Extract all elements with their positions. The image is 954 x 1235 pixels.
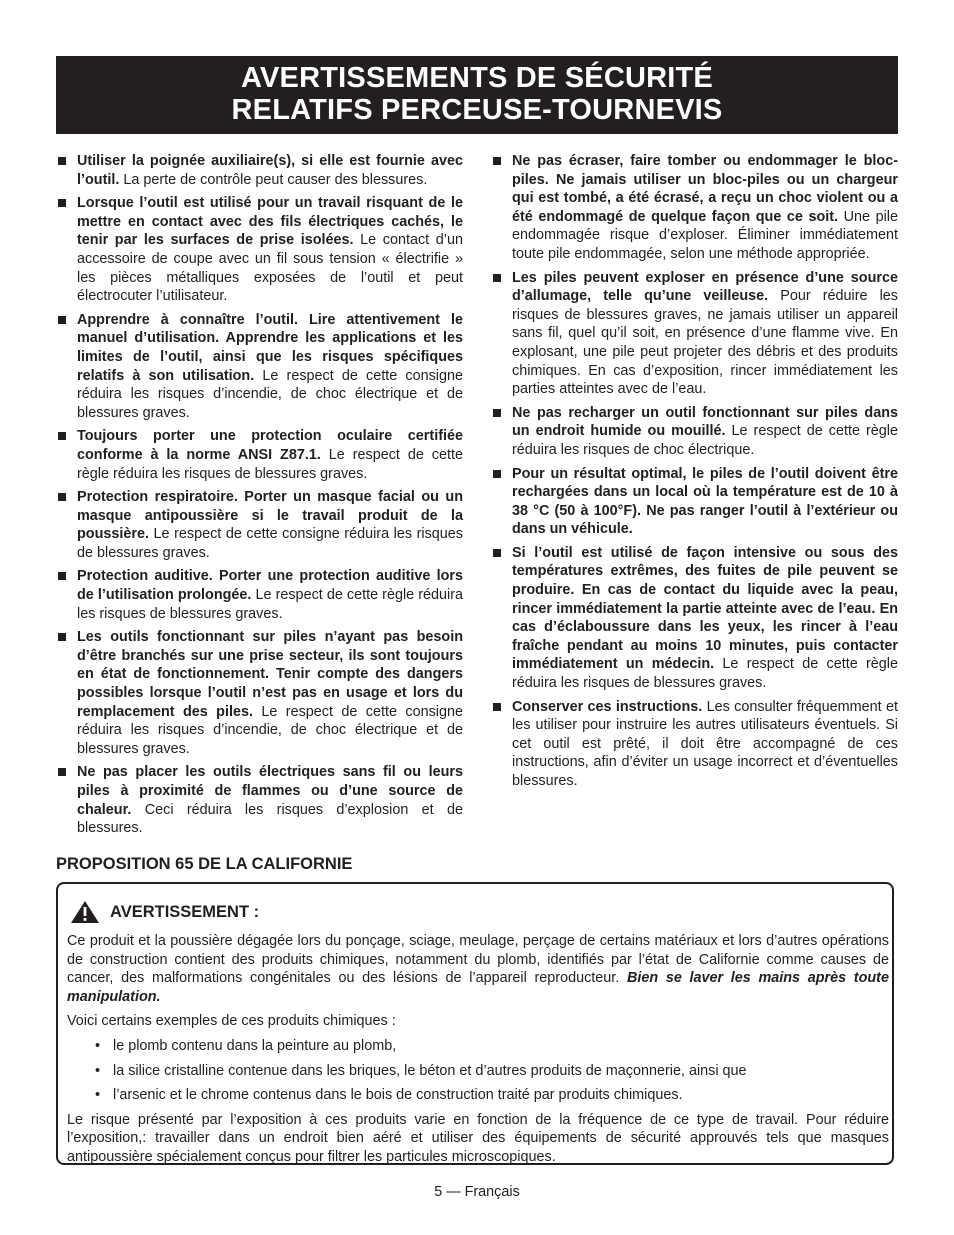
list-item xyxy=(56,567,463,623)
item-text: Le contact d’un accessoire de coupe avec un fil sous tension « électrifie » les pièces métalliques exposées de l’outil et peut électrocuter l’utilisateur. xyxy=(77,232,463,305)
list-item xyxy=(56,427,463,483)
square-bullet-icon xyxy=(58,432,66,440)
item-bold: Ne pas écraser, faire tomber ou endommager le bloc-piles. Ne jamais utiliser un bloc-piles ou un chargeur qui est tombé, a été écrasé, a reçu un choc violent ou a été endommagé de quelque façon que ce soit. xyxy=(512,153,898,225)
warning-body xyxy=(67,932,889,1173)
chemical-text: le plomb contenu dans la peinture au plomb, xyxy=(113,1037,397,1054)
para1-text: Ce produit et la poussière dégagée lors du ponçage, sciage, meulage, perçage de certains matériaux et lors d’autres opérations de construction contient des produits chimiques, notamment du plomb, identifiés par l’état de Californie comme causes de cancer, des malformations congénitales ou des lésions de l’appareil reproducteur. xyxy=(67,933,889,987)
warning-label: AVERTISSEMENT : xyxy=(110,902,260,921)
bullet-dot-icon: • xyxy=(95,1087,101,1104)
item-text: Le respect de cette consigne réduira les risques de blessures graves. xyxy=(77,526,463,561)
chemical-text: l’arsenic et le chrome contenus dans le bois de construction traité par produits chimiques. xyxy=(113,1087,683,1104)
square-bullet-icon xyxy=(493,274,501,282)
warning-paragraph-1 xyxy=(67,932,889,1006)
item-bold: Protection auditive. Porter une protection auditive lors de l’utilisation prolongée. xyxy=(77,568,463,604)
chemical-text: la silice cristalline contenue dans les briques, le béton et d’autres produits de maçonnerie, ainsi que xyxy=(113,1062,747,1079)
item-bold: Ne pas recharger un outil fonctionnant sur piles dans un endroit humide ou mouillé. xyxy=(512,404,898,440)
square-bullet-icon xyxy=(58,768,66,776)
chemical-list-item xyxy=(67,1086,889,1105)
list-item xyxy=(56,194,463,306)
square-bullet-icon xyxy=(58,493,66,501)
prop65-heading: PROPOSITION 65 DE LA CALIFORNIE xyxy=(56,855,353,873)
section-title-banner xyxy=(56,56,898,134)
item-text: Le respect de cette règle réduira les risques de blessures graves. xyxy=(77,587,464,622)
list-item xyxy=(491,404,898,460)
right-column xyxy=(491,152,898,796)
list-item xyxy=(56,628,463,758)
chemical-list-item xyxy=(67,1062,889,1081)
item-text: Une pile endommagée risque d’exploser. Éliminer immédiatement toute pile endommagée, selon une méthode appropriée. xyxy=(512,208,899,262)
item-bold: Protection respiratoire. Porter un masque facial ou un masque antipoussière si le travail produit de la poussière. xyxy=(77,489,463,543)
list-item xyxy=(56,488,463,562)
item-bold: Si l’outil est utilisé de façon intensive ou sous des températures extrêmes, des fuites de pile peuvent se produire. En cas de contact du liquide avec la peau, rincer immédiatement la partie atteinte avec de l’eau. En cas d’éclaboussure dans les yeux, les rincer à l’eau fraîche pendant au moins 10 minutes, puis contacter immédiatement un médecin. xyxy=(512,544,898,673)
square-bullet-icon xyxy=(493,470,501,478)
list-item xyxy=(56,311,463,423)
list-item xyxy=(491,544,898,693)
left-column xyxy=(56,152,463,843)
prop65-warning-box xyxy=(56,882,894,1165)
list-item xyxy=(491,465,898,539)
title-line-1: AVERTISSEMENTS DE SÉCURITÉ xyxy=(241,62,713,94)
warning-triangle-icon xyxy=(70,900,100,924)
square-bullet-icon xyxy=(58,633,66,641)
warning-paragraph-2: Le risque présenté par l’exposition à ces produits varie en fonction de la fréquence de ce type de travail. Pour réduire l’exposition,: travailler dans un endroit bien aéré et utiliser des équipements de sécurité approuvés tels que masques antipoussière spécialement conçus pour filtrer les particules microscopiques. xyxy=(67,1111,889,1165)
square-bullet-icon xyxy=(493,409,501,417)
page-footer: 5 — Français xyxy=(434,1184,520,1200)
warning-header xyxy=(70,900,259,924)
item-text: Le respect de cette consigne réduira les risques d’incendie, de choc électrique et de blessures graves. xyxy=(77,703,464,757)
chemical-list-item xyxy=(67,1037,889,1056)
item-text: Le respect de cette règle réduira les risques de blessures graves. xyxy=(77,446,463,482)
list-item xyxy=(491,698,898,791)
square-bullet-icon xyxy=(58,199,66,207)
square-bullet-icon xyxy=(493,157,501,165)
bullet-dot-icon: • xyxy=(95,1037,101,1054)
item-bold: Les piles peuvent exploser en présence d’une source d’allumage, telle qu’une veilleuse. xyxy=(512,269,898,305)
list-item xyxy=(491,269,898,399)
square-bullet-icon xyxy=(58,157,66,165)
list-item xyxy=(56,763,463,837)
item-bold: Toujours porter une protection oculaire certifiée conforme à la norme ANSI Z87.1. xyxy=(77,428,463,463)
chemicals-intro: Voici certains exemples de ces produits chimiques : xyxy=(67,1013,396,1030)
list-item xyxy=(491,152,898,264)
para1-emphasis: Bien se laver les mains après toute manipulation. xyxy=(67,970,889,1005)
item-text: Le respect de cette règle réduira les risques de blessures graves. xyxy=(512,656,898,692)
bullet-dot-icon: • xyxy=(95,1062,101,1079)
square-bullet-icon xyxy=(58,316,66,324)
item-bold: Lorsque l’outil est utilisé pour un travail risquant de le mettre en contact avec des fils électriques cachés, le tenir par les surfaces de prise isolées. xyxy=(77,195,463,249)
item-text: Les consulter fréquemment et les utiliser pour instruire les autres utilisateurs éventuels. Si cet outil est prêté, il doit être accompagné de ces instructions, afin d’éviter un usage incorrect et d’éventuelles blessures. xyxy=(512,698,899,789)
square-bullet-icon xyxy=(493,703,501,711)
square-bullet-icon xyxy=(58,572,66,580)
item-bold: Ne pas placer les outils électriques sans fil ou leurs piles à proximité de flammes ou d’une source de chaleur. xyxy=(77,764,463,818)
item-bold: Conserver ces instructions. xyxy=(512,698,703,715)
item-text: Pour réduire les risques de blessures graves, ne jamais utiliser un appareil sans fil, quel qu’il soit, en présence d’une flamme vive. En explosant, une pile peut projeter des débris et des produits chimiques. En cas d’exposition, rincer immédiatement les parties atteintes avec de l’eau. xyxy=(512,288,898,398)
item-bold: Les outils fonctionnant sur piles n’ayant pas besoin d’être branchés sur une prise secteur, ils sont toujours en état de fonctionnement. Tenir compte des dangers possibles lorsque l’outil n’est pas en usage et lors du remplacement des piles. xyxy=(77,629,463,720)
item-text: Le respect de cette règle réduira les risques de choc électrique. xyxy=(512,423,898,458)
title-line-2: RELATIFS PERCEUSE-TOURNEVIS xyxy=(231,94,723,126)
item-text: Ceci réduira les risques d’explosion et de blessures. xyxy=(77,801,463,837)
list-item xyxy=(56,152,463,189)
square-bullet-icon xyxy=(493,549,501,557)
item-text: La perte de contrôle peut causer des blessures. xyxy=(119,171,428,188)
item-bold: Apprendre à connaître l’outil. Lire attentivement le manuel d’utilisation. Apprendre les applications et les limites de l’outil, ainsi que les risques spécifiques relatifs à son utilisation. xyxy=(77,311,463,384)
item-bold: Utiliser la poignée auxiliaire(s), si elle est fournie avec l’outil. xyxy=(77,153,463,188)
item-bold: Pour un résultat optimal, le piles de l’outil doivent être rechargées dans un local où la température est de 10 à 38 °C (50 à 100°F). Ne pas ranger l’outil à l’extérieur ou dans un véhicule. xyxy=(512,465,898,538)
item-text: Le respect de cette consigne réduira les risques d’incendie, de choc électrique et de blessures graves. xyxy=(77,367,463,421)
